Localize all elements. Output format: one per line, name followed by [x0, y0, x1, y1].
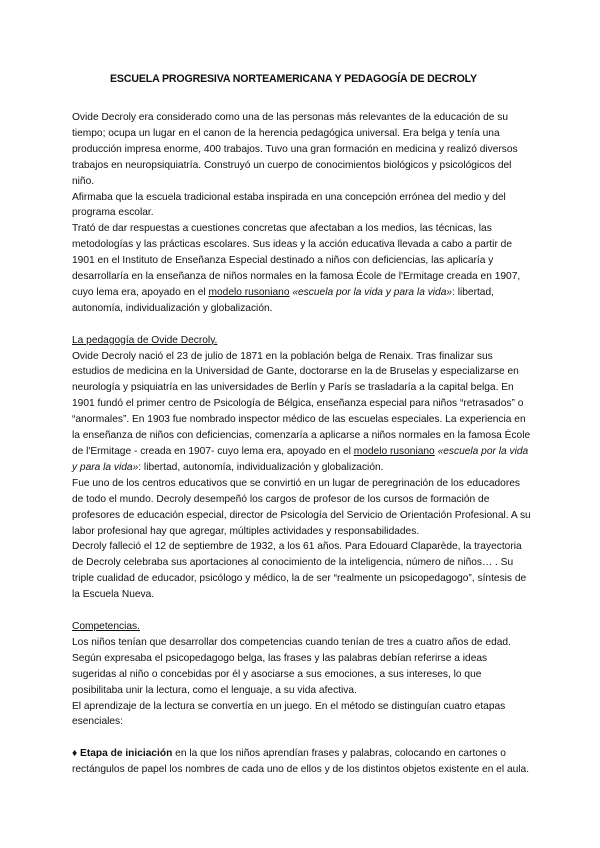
document-body: [72, 110, 532, 778]
competencias-paragraph-2: El aprendizaje de la lectura se convertía en un juego. En el método se distinguían cuatro etapas esenciales:: [72, 700, 506, 728]
bullet-label: Etapa de iniciación: [80, 748, 173, 760]
pedagogia-paragraph-3: Decroly falleció el 12 de septiembre de 1932, a los 61 años. Para Edouard Claparède, la trayectoria de Decroly celebraba sus aportaciones al conocimiento de la inteligencia, número de niños… . Su triple cualidad de educador, psicólogo y médico, la de ser “realmente un psicopedagogo”, síntesis de la Escuela Nueva.: [72, 541, 527, 601]
modelo-rusoniano-link-2[interactable]: modelo rusoniano: [353, 446, 435, 458]
intro-paragraph-3-text: Trató de dar respuestas a cuestiones concretas que afectaban a los medios, las técnicas, las metodologías y las prácticas escolares. Sus ideas y la acción educativa llevada a cabo a partir de 1901 en el Instituto de Enseñanza Especial destinado a niños con deficiencias, las aplicaría y desarrollaría en la enseñanza de niños normales en la famosa École de l'Ermitage creada en 1907, cuyo lema era, apoyado en el: [72, 223, 521, 298]
bullet-item-iniciacion: [72, 746, 532, 778]
section-heading-competencias: Competencias.: [72, 620, 140, 632]
modelo-rusoniano-link[interactable]: modelo rusoniano: [208, 286, 290, 298]
intro-paragraph-2: Afirmaba que la escuela tradicional estaba inspirada en una concepción errónea del medio y del programa escolar.: [72, 191, 506, 219]
document-title: ESCUELA PROGRESIVA NORTEAMERICANA Y PEDAGOGÍA DE DECROLY: [110, 73, 477, 85]
motto-quote-2: «escuela por la vida y para la vida»: [72, 446, 529, 473]
bullet-text: en la que los niños aprendían frases y palabras, colocando en cartones o rectángulos de papel los nombres de cada uno de ellos y de los distintos objetos existente en el aula.: [72, 748, 530, 776]
spacer: [72, 317, 532, 333]
motto-quote: «escuela por la vida y para la vida»: [292, 286, 453, 298]
competencias-paragraph-1: Los niños tenían que desarrollar dos competencias cuando tenían de tres a cuatro años de edad. Según expresaba el psicopedagogo belga, las frases y las palabras debían referirse a ideas sugeridas al niño o concebidas por él y asociarse a sus emociones, a sus intereses, lo que posibilitaba unir la lectura, como el lenguaje, a su vida afectiva.: [72, 636, 511, 696]
intro-paragraph-1: Ovide Decroly era considerado como una de las personas más relevantes de la educación de su tiempo; ocupa un lugar en el canon de la herencia pedagógica universal. Era belga y tenía una producción impresa enorme, 400 trabajos. Tuvo una gran formación en medicina y realizó diversos trabajos en neuropsiquiatría. Construyó un cuerpo de conocimientos biológicos y psicológicos del niño.: [72, 112, 518, 187]
spacer: [72, 730, 532, 746]
pedagogia-paragraph-2: Fue uno de los centros educativos que se convirtió en un lugar de peregrinación de los educadores de todo el mundo. Decroly desempeñó los cargos de profesor de los cursos de formación de profesores de educación especial, director de Psicología del Servicio de Orientación Profesional. A su labor profesional hay que agregar, múltiples actividades y responsabilidades.: [72, 477, 531, 537]
section-heading-pedagogia: La pedagogía de Ovide Decroly.: [72, 334, 218, 346]
pedagogia-paragraph-1: [72, 349, 532, 476]
spacer: [72, 603, 532, 619]
diamond-bullet-icon: ♦: [72, 748, 78, 760]
intro-paragraph-3: [72, 221, 532, 316]
pedagogia-paragraph-1-text: Ovide Decroly nació el 23 de julio de 1871 en la población belga de Renaix. Tras finalizar sus estudios de medicina en la Universidad de Gante, doctorarse en la de Bruselas y especializarse en neurología y psiquiatría en las universidades de Berlín y París se trasladaría a la capital belga. En 1901 fundó el primer centro de Psicología de Bélgica, enseñanza especial para niños “retrasados” o “anormales”. En 1903 fue nombrado inspector médico de las escuelas especiales. La experiencia en la enseñanza de niños con deficiencias, comenzaría a aplicarse a niños normales en la famosa École de l'Ermitage - creada en 1907- cuyo lema era, apoyado en el: [72, 350, 531, 458]
pedagogia-paragraph-1-end: : libertad, autonomía, individualización y globalización.: [138, 461, 384, 473]
intro-paragraph-3-end: : libertad, autonomía, individualización y globalización.: [72, 286, 494, 314]
